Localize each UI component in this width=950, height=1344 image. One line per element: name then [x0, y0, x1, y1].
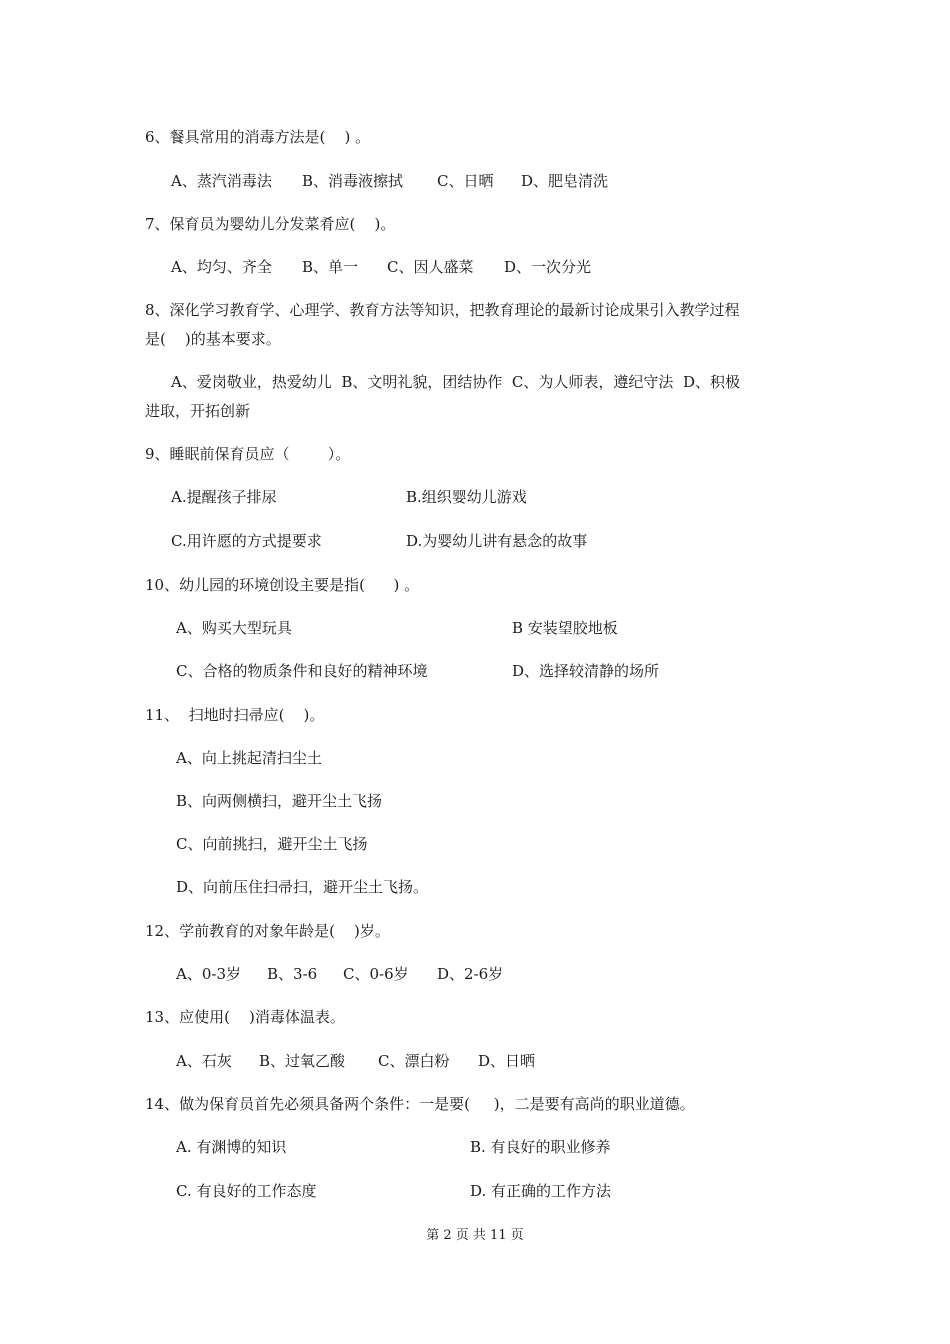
q8-options-line-2: 进取，开拓创新: [145, 402, 251, 420]
q6-option-d: D、肥皂清洗: [521, 172, 609, 190]
q14-option-d: D. 有正确的工作方法: [470, 1182, 612, 1200]
q11-option-c: C、向前挑扫，避开尘土飞扬: [176, 835, 368, 853]
q6-option-c: C、日晒: [437, 172, 494, 190]
q13-option-a: A、石灰: [176, 1052, 232, 1070]
q13-option-c: C、漂白粉: [378, 1052, 450, 1070]
q12-option-c: C、0-6岁: [343, 965, 409, 983]
q12-option-b: B、3-6: [267, 965, 318, 983]
q6-option-a: A、蒸汽消毒法: [171, 172, 272, 190]
question-13: 13、应使用( )消毒体温表。: [145, 1008, 345, 1026]
q7-option-b: B、单一: [302, 258, 359, 276]
q11-option-a: A、向上挑起清扫尘土: [176, 749, 322, 767]
q11-option-d: D、向前压住扫帚扫，避开尘土飞扬。: [176, 878, 429, 896]
q10-option-a: A、购买大型玩具: [176, 619, 292, 637]
question-11: 11、 扫地时扫帚应( )。: [145, 706, 325, 724]
q14-option-a: A. 有渊博的知识: [176, 1138, 287, 1156]
q14-option-b: B. 有良好的职业修养: [470, 1138, 611, 1156]
q9-option-d: D.为婴幼儿讲有悬念的故事: [406, 532, 588, 550]
q7-option-c: C、因人盛菜: [387, 258, 474, 276]
question-8-line-1: 8、深化学习教育学、心理学、教育方法等知识，把教育理论的最新讨论成果引入教学过程: [145, 301, 740, 319]
q12-option-a: A、0-3岁: [176, 965, 241, 983]
q7-option-a: A、均匀、齐全: [171, 258, 272, 276]
q13-option-d: D、日晒: [478, 1052, 536, 1070]
q12-option-d: D、2-6岁: [437, 965, 504, 983]
question-6: 6、餐具常用的消毒方法是( ) 。: [145, 128, 371, 146]
q11-option-b: B、向两侧横扫，避开尘土飞扬: [176, 792, 383, 810]
question-10: 10、幼儿园的环境创设主要是指( ) 。: [145, 576, 420, 594]
q7-option-d: D、一次分光: [504, 258, 592, 276]
q6-option-b: B、消毒液擦拭: [302, 172, 404, 190]
question-12: 12、学前教育的对象年龄是( )岁。: [145, 922, 390, 940]
page-number-footer: 第 2 页 共 11 页: [426, 1228, 524, 1243]
q10-option-c: C、合格的物质条件和良好的精神环境: [176, 662, 428, 680]
q8-options-line-1: A、爱岗敬业，热爱幼儿 B、文明礼貌，团结协作 C、为人师表，遵纪守法 D、积极: [171, 373, 740, 391]
q9-option-c: C.用许愿的方式提要求: [171, 532, 322, 550]
question-9: 9、睡眠前保育员应（ ）。: [145, 445, 351, 463]
q10-option-d: D、选择较清静的场所: [512, 662, 660, 680]
question-14: 14、做为保育员首先必须具备两个条件：一是要( )，二是要有高尚的职业道德。: [145, 1095, 695, 1113]
q9-option-b: B.组织婴幼儿游戏: [406, 488, 527, 506]
q9-option-a: A.提醒孩子排尿: [171, 488, 277, 506]
q14-option-c: C. 有良好的工作态度: [176, 1182, 317, 1200]
q10-option-b: B 安装望胶地板: [512, 619, 618, 637]
q13-option-b: B、过氧乙酸: [259, 1052, 346, 1070]
question-8-line-2: 是( )的基本要求。: [145, 330, 281, 348]
question-7: 7、保育员为婴幼儿分发菜肴应( )。: [145, 215, 396, 233]
